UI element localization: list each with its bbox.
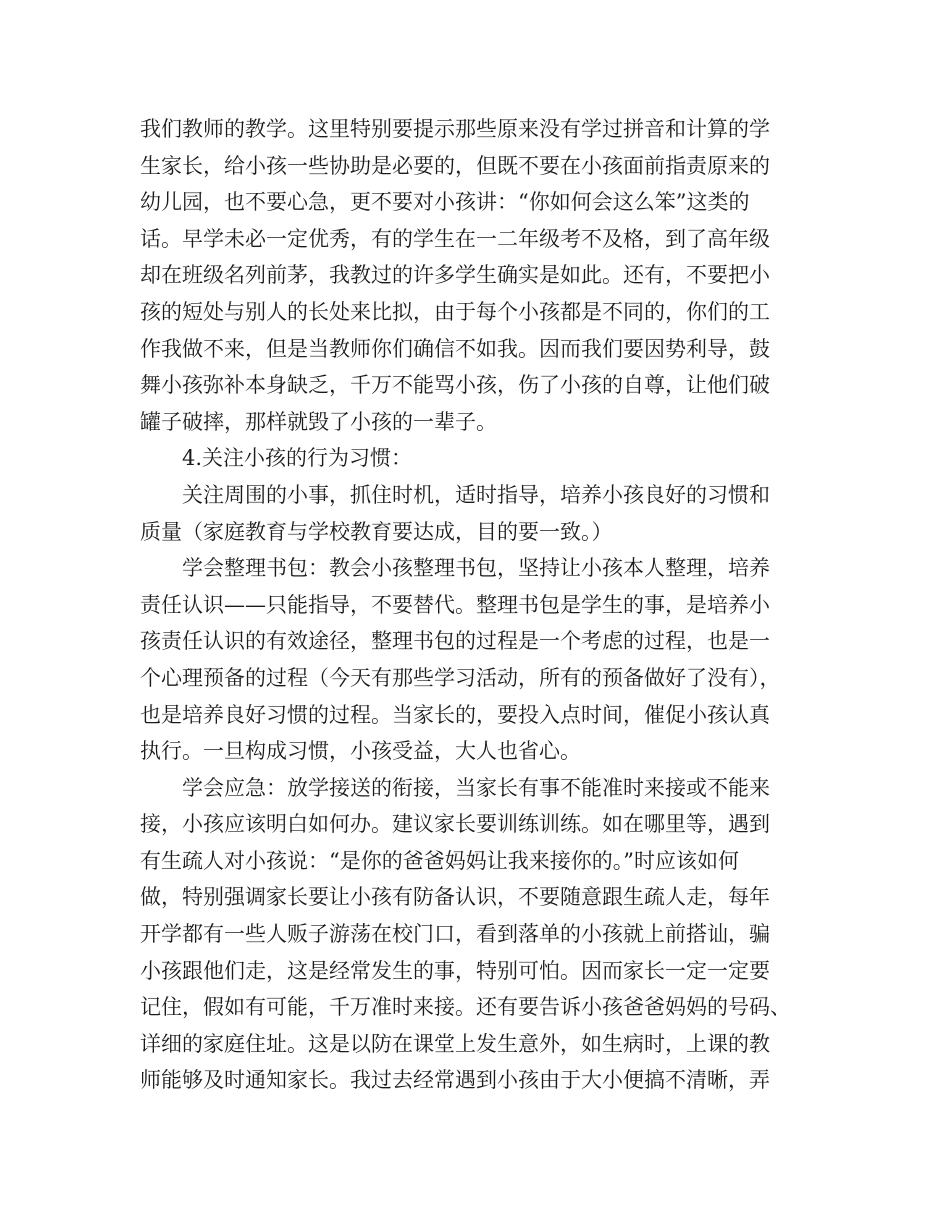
document-body: [140, 111, 810, 1099]
text-line: 个心理预备的过程（今天有那些学习活动，所有的预备做好了没有），: [140, 665, 781, 690]
text-line: 作我做不来，但是当教师你们确信不如我。因而我们要因势利导，鼓: [140, 336, 770, 361]
paragraph-start-line: 关注周围的小事，抓住时机，适时指导，培养小孩良好的习惯和: [182, 482, 770, 507]
text-line: 孩的短处与别人的长处来比拟，由于每个小孩都是不同的，你们的工: [140, 299, 770, 324]
paragraph-start-line: 学会应急：放学接送的衔接，当家长有事不能准时来接或不能来: [182, 775, 770, 800]
text-line: 话。早学未必一定优秀，有的学生在一二年级考不及格，到了高年级: [140, 226, 770, 251]
text-line: 舞小孩弥补本身缺乏，千万不能骂小孩，伤了小孩的自尊，让他们破: [140, 373, 770, 398]
text-line: 幼儿园，也不要心急，更不要对小孩讲：“你如何会这么笨”这类的: [140, 190, 750, 215]
text-line: 却在班级名列前茅，我教过的许多学生确实是如此。还有，不要把小: [140, 263, 770, 288]
text-line: 详细的家庭住址。这是以防在课堂上发生意外，如生病时，上课的教: [140, 1031, 770, 1056]
text-line: 记住，假如有可能，千万准时来接。还有要告诉小孩爸爸妈妈的号码、: [140, 995, 791, 1020]
text-line: 做，特别强调家长要让小孩有防备认识，不要随意跟生疏人走，每年: [140, 885, 770, 910]
text-line: 我们教师的教学。这里特别要提示那些原来没有学过拼音和计算的学: [140, 117, 770, 141]
text-line: 开学都有一些人贩子游荡在校门口，看到落单的小孩就上前搭讪，骗: [140, 922, 770, 947]
text-line: 接，小孩应该明白如何办。建议家长要训练训练。如在哪里等，遇到: [140, 812, 770, 837]
text-line: 生家长，给小孩一些协助是必要的，但既不要在小孩面前指责原来的: [140, 153, 770, 178]
text-line: 孩责任认识的有效途径，整理书包的过程是一个考虑的过程，也是一: [140, 629, 770, 654]
text-line: 质量（家庭教育与学校教育要达成，目的要一致。）: [140, 519, 613, 544]
text-line: 罐子破摔，那样就毁了小孩的一辈子。: [140, 409, 497, 434]
text-line: 小孩跟他们走，这是经常发生的事，特别可怕。因而家长一定一定要: [140, 958, 770, 983]
text-line: 责任认识——只能指导，不要替代。整理书包是学生的事，是培养小: [140, 592, 770, 617]
text-line: 师能够及时通知家长。我过去经常遇到小孩由于大小便搞不清晰，弄: [140, 1068, 770, 1093]
text-line: 执行。一旦构成习惯，小孩受益，大人也省心。: [140, 739, 581, 764]
paragraph-start-line: 学会整理书包：教会小孩整理书包，坚持让小孩本人整理，培养: [182, 556, 770, 581]
text-line: 也是培养良好习惯的过程。当家长的，要投入点时间，催促小孩认真: [140, 702, 770, 727]
section-heading: 4.关注小孩的行为习惯：: [182, 446, 413, 471]
text-line: 有生疏人对小孩说：“是你的爸爸妈妈让我来接你的。”时应该如何: [140, 848, 739, 873]
